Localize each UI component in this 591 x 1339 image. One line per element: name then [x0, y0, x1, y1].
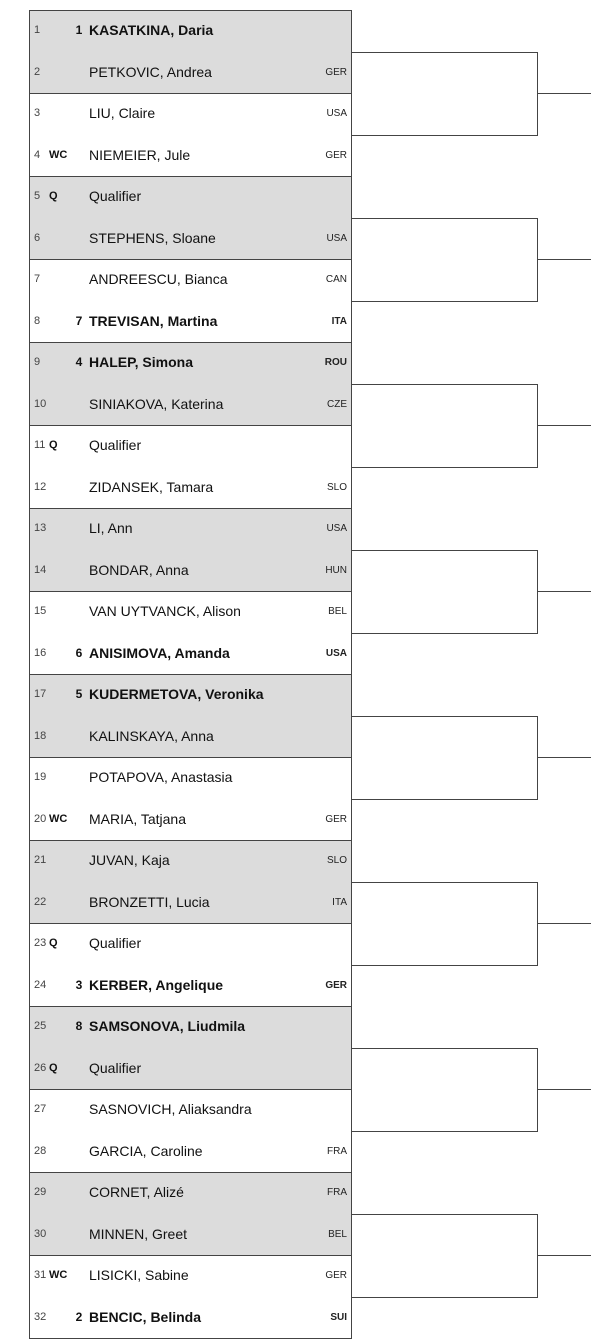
draw-row[interactable] — [29, 882, 352, 924]
draw-row[interactable] — [29, 633, 352, 675]
row-divider — [29, 923, 352, 924]
player-nation: USA — [326, 108, 347, 119]
seed-number: 1 — [75, 23, 83, 37]
draw-position-number: 17 — [34, 688, 47, 700]
row-divider — [29, 1089, 352, 1090]
player-name[interactable]: GARCIA, Caroline — [89, 1142, 203, 1159]
player-name[interactable]: JUVAN, Kaja — [89, 852, 170, 868]
row-divider — [29, 10, 352, 11]
draw-position-number: 23 — [34, 937, 47, 949]
bracket-connector — [352, 633, 537, 634]
draw-position-number: 26 — [34, 1061, 47, 1074]
player-name[interactable]: CORNET, Alizé — [89, 1184, 184, 1200]
player-name[interactable]: BONDAR, Anna — [89, 561, 189, 578]
entry-status: WC — [49, 812, 68, 825]
seed-number: 4 — [75, 355, 83, 369]
draw-position-number: 11 — [34, 439, 46, 451]
draw-position-number: 19 — [34, 771, 47, 783]
player-nation: USA — [326, 523, 347, 534]
draw-position-number: 3 — [34, 107, 41, 119]
draw-row[interactable] — [29, 550, 352, 592]
draw-position-number: 32 — [34, 1310, 47, 1323]
player-name[interactable]: SASNOVICH, Aliaksandra — [89, 1101, 252, 1117]
draw-row[interactable] — [29, 93, 352, 135]
player-nation: SLO — [326, 481, 347, 493]
player-nation: USA — [325, 647, 347, 659]
row-divider — [29, 591, 352, 592]
player-name[interactable]: TREVISAN, Martina — [89, 312, 218, 329]
entry-status: Q — [49, 1061, 58, 1074]
draw-row[interactable] — [29, 10, 352, 52]
bracket-connector — [537, 1089, 591, 1090]
player-nation: ITA — [331, 315, 347, 327]
player-nation: GER — [325, 149, 347, 161]
entry-status: Q — [49, 439, 58, 451]
row-divider — [29, 1006, 352, 1007]
draw-row[interactable] — [29, 425, 352, 467]
draw-row[interactable] — [29, 716, 352, 758]
entry-status: WC — [49, 1269, 68, 1281]
bracket-connector — [537, 1255, 591, 1256]
player-name[interactable]: Qualifier — [89, 1059, 142, 1076]
player-name[interactable]: VAN UYTVANCK, Alison — [89, 603, 241, 619]
draw-row[interactable] — [29, 840, 352, 882]
row-divider — [29, 757, 352, 758]
draw-position-number: 18 — [34, 729, 47, 742]
draw-row[interactable] — [29, 301, 352, 343]
draw-row[interactable] — [29, 674, 352, 716]
row-divider — [29, 674, 352, 675]
row-divider — [29, 259, 352, 260]
draw-position-number: 6 — [34, 231, 41, 244]
draw-row[interactable] — [29, 923, 352, 965]
draw-row[interactable] — [29, 757, 352, 799]
draw-position-number: 22 — [34, 895, 47, 908]
player-nation: BEL — [328, 606, 347, 617]
player-name[interactable]: KUDERMETOVA, Veronika — [89, 686, 264, 702]
draw-position-number: 14 — [34, 563, 47, 576]
draw-row[interactable] — [29, 52, 352, 94]
row-divider — [29, 176, 352, 177]
bracket-connector — [352, 301, 537, 302]
player-nation: CZE — [327, 398, 347, 410]
bracket-connector — [352, 965, 537, 966]
player-name[interactable]: STEPHENS, Sloane — [89, 229, 216, 246]
bracket-connector — [352, 52, 537, 53]
player-name[interactable]: BRONZETTI, Lucia — [89, 893, 210, 910]
draw-row[interactable] — [29, 1006, 352, 1048]
draw-position-number: 1 — [34, 24, 41, 36]
draw-row[interactable] — [29, 384, 352, 426]
player-name[interactable]: ANDREESCU, Bianca — [89, 271, 228, 287]
draw-row[interactable] — [29, 1297, 352, 1339]
entry-status: WC — [49, 148, 68, 161]
draw-position-number: 4 — [34, 148, 41, 161]
seed-number: 5 — [75, 687, 83, 701]
bracket-connector — [352, 467, 537, 468]
draw-position-number: 21 — [34, 854, 47, 866]
draw-position-number: 8 — [34, 314, 41, 327]
draw-row[interactable] — [29, 1089, 352, 1131]
bracket-connector — [537, 591, 591, 592]
draw-position-number: 25 — [34, 1020, 47, 1032]
player-name[interactable]: MINNEN, Greet — [89, 1225, 188, 1242]
draw-row[interactable] — [29, 799, 352, 841]
bracket-connector — [537, 425, 591, 426]
draw-row[interactable] — [29, 467, 352, 509]
row-divider — [29, 425, 352, 426]
row-divider — [29, 342, 352, 343]
player-name[interactable]: Qualifier — [89, 437, 142, 453]
player-nation: FRA — [327, 1145, 347, 1157]
bracket-connector — [537, 757, 591, 758]
player-nation: GER — [325, 1270, 347, 1281]
player-name[interactable]: ANISIMOVA, Amanda — [89, 644, 230, 661]
draw-position-number: 28 — [34, 1144, 47, 1157]
row-divider — [29, 508, 352, 509]
entry-status: Q — [49, 190, 58, 202]
bracket-connector — [352, 1297, 537, 1298]
seed-number: 7 — [75, 313, 83, 328]
player-name[interactable]: ZIDANSEK, Tamara — [89, 478, 214, 495]
player-nation: USA — [326, 232, 347, 244]
draw-row[interactable] — [29, 965, 352, 1007]
player-name[interactable]: Qualifier — [89, 935, 142, 951]
draw-position-number: 9 — [34, 356, 41, 368]
bracket-connector — [537, 259, 591, 260]
seed-number: 6 — [75, 645, 83, 660]
player-name[interactable]: LIU, Claire — [89, 105, 156, 121]
draw-position-number: 12 — [34, 480, 47, 493]
bracket-connector — [537, 923, 591, 924]
player-nation: SLO — [326, 855, 347, 866]
player-name[interactable]: KERBER, Angelique — [89, 976, 224, 993]
bracket-connector — [352, 1048, 537, 1049]
player-name[interactable]: Qualifier — [89, 188, 142, 204]
draw-row[interactable] — [29, 1255, 352, 1297]
bracket-connector — [352, 135, 537, 136]
bracket-connector — [352, 799, 537, 800]
player-nation: HUN — [325, 564, 347, 576]
player-name[interactable]: SINIAKOVA, Katerina — [89, 395, 224, 412]
draw-position-number: 20 — [34, 812, 47, 825]
player-name[interactable]: SAMSONOVA, Liudmila — [89, 1018, 246, 1034]
draw-position-number: 7 — [34, 273, 41, 285]
row-divider — [29, 1172, 352, 1173]
player-nation: SUI — [330, 1311, 347, 1323]
draw-position-number: 27 — [34, 1103, 47, 1115]
bracket-connector — [352, 1214, 537, 1215]
player-nation: ROU — [324, 357, 347, 368]
seed-number: 8 — [75, 1019, 83, 1033]
draw-position-number: 30 — [34, 1227, 47, 1240]
player-name[interactable]: KALINSKAYA, Anna — [89, 727, 214, 744]
player-nation: GER — [325, 66, 347, 78]
player-name[interactable]: BENCIC, Belinda — [89, 1308, 202, 1325]
draw-row[interactable] — [29, 1131, 352, 1173]
bracket-connector — [352, 218, 537, 219]
row-divider — [29, 93, 352, 94]
player-nation: GER — [325, 979, 347, 991]
draw-row[interactable] — [29, 135, 352, 177]
player-nation: BEL — [328, 1228, 347, 1240]
draw-position-number: 24 — [34, 978, 47, 991]
draw-row[interactable] — [29, 1214, 352, 1256]
row-divider — [29, 840, 352, 841]
draw-position-number: 2 — [34, 65, 41, 78]
player-name[interactable]: HALEP, Simona — [89, 354, 193, 370]
entry-status: Q — [49, 937, 58, 949]
bracket-connector — [537, 93, 591, 94]
bracket-connector — [352, 384, 537, 385]
bracket-connector — [352, 882, 537, 883]
player-name[interactable]: MARIA, Tatjana — [89, 810, 187, 827]
seed-number: 3 — [75, 977, 83, 992]
player-name[interactable]: PETKOVIC, Andrea — [89, 63, 212, 80]
player-name[interactable]: LISICKI, Sabine — [89, 1267, 189, 1283]
draw-row[interactable] — [29, 508, 352, 550]
player-nation: GER — [325, 813, 347, 825]
bracket-connector — [352, 716, 537, 717]
row-divider — [29, 1255, 352, 1256]
draw-row[interactable] — [29, 1172, 352, 1214]
draw-position-number: 16 — [34, 646, 47, 659]
bracket-connector — [352, 550, 537, 551]
player-name[interactable]: KASATKINA, Daria — [89, 22, 214, 38]
draw-position-number: 29 — [34, 1186, 47, 1198]
draw-position-number: 15 — [34, 605, 47, 617]
draw-position-number: 31 — [34, 1269, 47, 1281]
draw-position-number: 10 — [34, 397, 47, 410]
player-name[interactable]: LI, Ann — [89, 520, 133, 536]
draw-position-number: 13 — [34, 522, 47, 534]
player-nation: CAN — [325, 274, 347, 285]
player-nation: ITA — [332, 896, 347, 908]
bracket-connector — [352, 1131, 537, 1132]
player-nation: FRA — [327, 1187, 347, 1198]
draw-position-number: 5 — [34, 190, 41, 202]
draw-row[interactable] — [29, 591, 352, 633]
player-name[interactable]: POTAPOVA, Anastasia — [89, 769, 233, 785]
draw-row[interactable] — [29, 259, 352, 301]
draw-row[interactable] — [29, 1048, 352, 1090]
draw-row[interactable] — [29, 176, 352, 218]
player-name[interactable]: NIEMEIER, Jule — [89, 146, 191, 163]
seed-number: 2 — [75, 1309, 83, 1324]
draw-row[interactable] — [29, 218, 352, 260]
draw-row[interactable] — [29, 342, 352, 384]
